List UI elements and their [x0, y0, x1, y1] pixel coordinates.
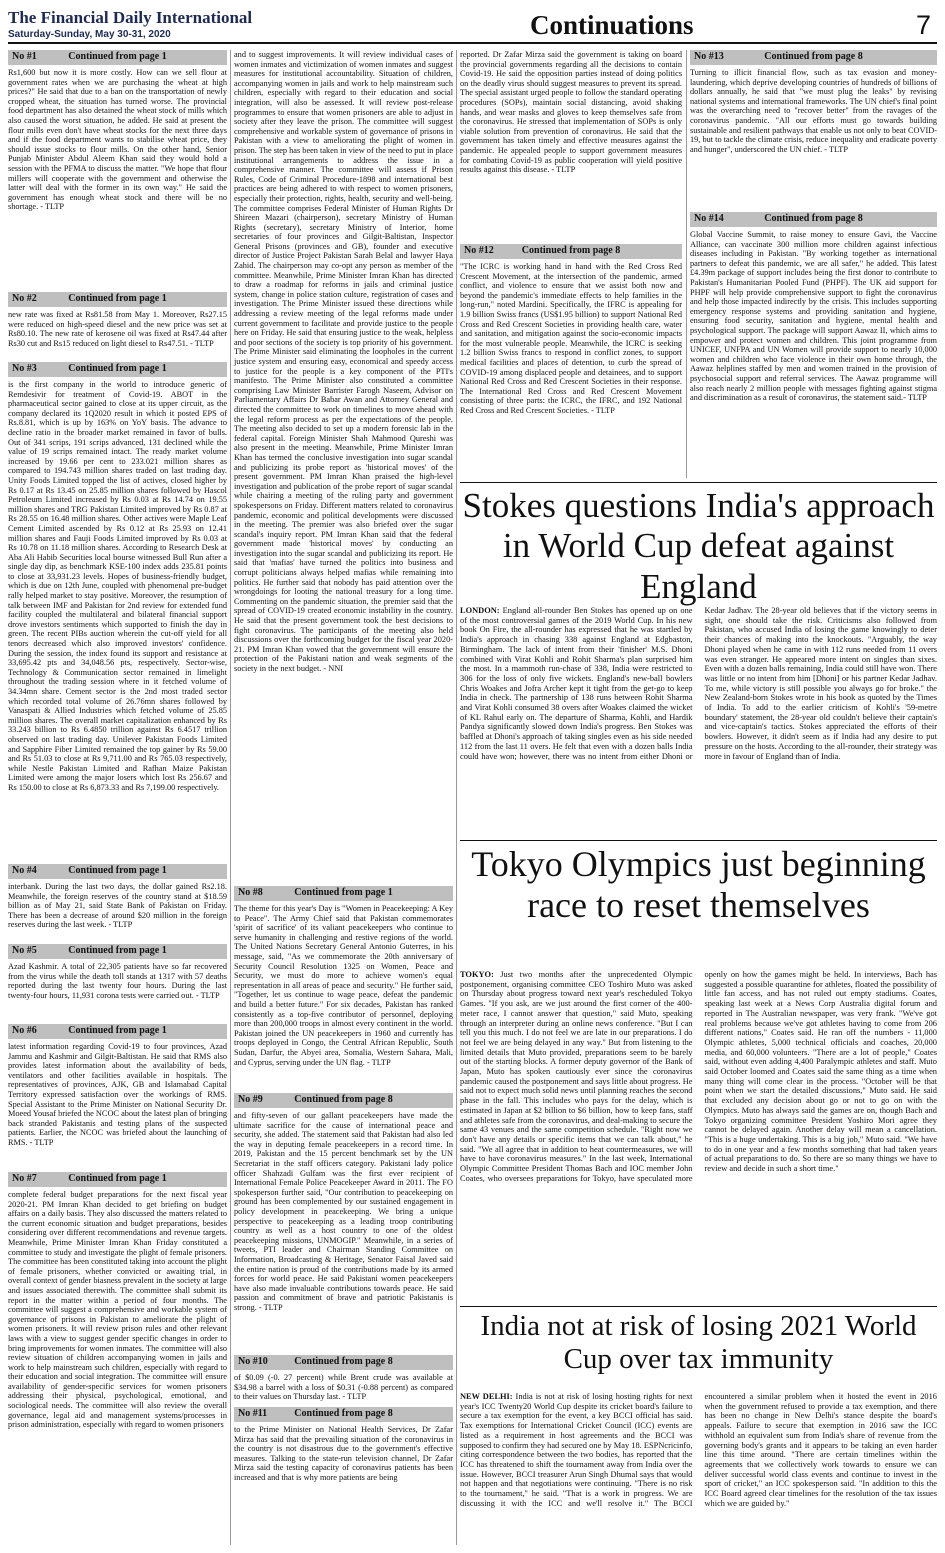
continuation-8	[234, 886, 453, 1089]
cont-number: No #3	[12, 363, 37, 374]
cont-bar	[460, 244, 682, 259]
tokyo-headline: Tokyo Olympics just beginning race to reset themselves	[471, 844, 926, 926]
continuation-2	[8, 292, 227, 358]
cont-bar	[8, 1172, 227, 1187]
cont-number: No #13	[694, 51, 724, 62]
cont-bar	[234, 1407, 453, 1422]
cont-bar	[8, 944, 227, 959]
column-divider	[456, 50, 457, 1545]
stokes-dateline: LONDON:	[460, 606, 500, 615]
story-rule	[460, 1306, 937, 1307]
india-text: India is not at risk of losing hosting rights for next year's ICC Twenty20 World Cup despite its cricket board's failure to secure a tax exemption for the event, a key BCCI official has said. Tax exemptions for International Cricket Council (ICC) events are listed as a requirement in host agreements and the BCCI was supposed to confirm they had secured one by May 18. ESPNcricinfo, citing correspondence between the two bodies, has reported that the ICC has threatened to shift the tournament away from India over the issue. However, BCCI treasurer Arun Singh Dhumal says that would not happen and that negotiations were continuing. "There is no risk to the tournament," he said. "That is a work in progress. We are discussing it with the ICC and we'll resolve it." The BCCI encountered a similar problem when it hosted the event in 2016 when the government refused to provide a tax exemption, and there has been no change in New Delhi's stance despite the board's appeals. Failure to secure that exemption in 2016 saw the ICC withhold an equivalent sum from India's share of revenue from the governing body's grants and it appears to be taking an even harder line this time around. "There are certain timelines within the agreements that we collectively work towards to ensure we can deliver successful world class events and continue to invest in the sport of cricket," an ICC spokesperson said. "In addition to this the ICC Board agreed clear timelines for the resolution of the tax issues which we are guided by."	[460, 1392, 937, 1508]
issue-date: Saturday-Sunday, May 30-31, 2020	[8, 29, 171, 40]
cont-text: Turning to illicit financial flow, such as tax evasion and money-laundering, which deprive developing countries of hundreds of billions of dollars annually, he said that "we must plug the leaks" by revising national systems and international frameworks. The UN chief's final point was the overarching need to "recover better" from the ravages of the coronavirus pandemic. "All our efforts must go towards building sustainable and resilient pathways that enable us not only to beat COVID-19, but to tackle the climate crisis, reduce inequality and eradicate poverty and hunger", underscored the UN chief. - TLTP	[690, 68, 937, 154]
cont-7-continued-text: and to suggest improvements. It will review individual cases of women inmates and victimization of women inmates and suggest measures for institutional accountability. Situation of children, accompanying women in jails and work to help mainstream such children, especially with regard to their education and social integration, will also be assessed. It will review post-release programmes to ensure that women prisoners are able to adjust in society after they leave the prison. The committee will suggest comprehensive and workable system of governance of prisons in Pakistan with a view to ameliorating the plight of women in prison. The step has been taken in view of the need to put in place institutional arrangements to address the issue in a comprehensive manner. The committee will assess if Prison Rules, Code of Criminal Procedure-1898 and international best practices are being adhered to with respect to women prisoners, especially their protection, rights, health, security and well-being. The committee comprises Federal Minister of Human Rights Dr Shireen Mazari (chairperson), secretary Ministry of Human Rights (secretary), secretary Ministry of Interior, home secretaries of four provinces and Gilgit-Baltistan, Inspector General Prisons (provinces and GB), founder and executive director of Justice Project Pakistan Sarah Belal and lawyer Haya Zahid. The chairperson may co-opt any person as member of the committee. Meanwhile, Prime Minister Imran Khan has directed to draw a roadmap for reforms in jails and criminal justice system, change in police station culture, registration of cases and investigation. The Prime Minister issued these directions while addressing a review meeting of the legal reforms made under current government to facilitate and provide justice to the people here on Friday. He said that ensuring justice to the weak, helpless and poor sections of the society is top priority of his government. The Prime Minister said eliminating the loopholes in the current justice system and ensuring easy, economical and speedy access to justice for the people is a key component of the PTI's manifesto. The Prime Minister also constituted a committee comprising Law Minister Barrister Farogh Naseem, Advisor on Parliamentary Affairs Dr Babar Awan and Attorney General and directed the committee to work on timelines to move ahead with the legal reform process as per the expectations of the people. The meeting also decided to set up a modern forensic lab in the federal capital. Foreign Minister Shah Mahmood Qureshi was also present in the meeting. Meanwhile, Prime Minister Imran Khan has termed the conclusive investigation into sugar scandal and publicizing its probe report as 'historical moves' of the present government. PM Imran Khan praised the high-level investigation and publication of the probe report of sugar scandal while chairing a meeting of the ruling party and government spokespersons on Friday. Different matters related to coronavirus pandemic, economic and political developments were discussed in the meeting. The premier was also briefed over the sugar scandal's inquiry report. PM Imran Khan said that the federal government made 'historical moves' by conducting an investigation into the sugar scandal and publicizing its report. He said that 'mafias' have turned the politics into business and corrupt politicians always helped mafias while remaining into politics. He further said that nobody has paid attention over the wrongdoings for looting the national treasury for a long time. Commenting on the pandemic situation, the premier said that the spread of COVID-19 created economic instability in the country. He said that the present government took the best decisions to fight coronavirus. The participants of the meeting also held discussions over the forthcoming budget for the fiscal year 2020-21. PM Imran Khan vowed that the government will ensure the protection of the Pakistani nation and weak segments of the society in the next budget. - NNI	[234, 50, 453, 673]
cont-bar	[8, 1024, 227, 1039]
cont-label: Continued from page 8	[764, 51, 863, 62]
cont-number: No #11	[238, 1408, 268, 1419]
india-body	[460, 1392, 937, 1508]
cont-bar	[8, 292, 227, 307]
stokes-headline: Stokes questions India's approach in World Cup defeat against England	[462, 486, 935, 606]
cont-bar	[234, 1355, 453, 1370]
cont-text: latest information regarding Covid-19 to four provinces, Azad Jammu and Kashmir and Gilgit-Baltistan. He said that RMS also provides latest information about the availability of beds, ventilators and other facilities available in hospitals. The representatives of provinces, AJK, GB and Islamabad Capital Territory expressed satisfaction over the workings of RMS. Special Assistant to the Prime Minister on National Security Dr. Moeed Yousaf briefed the NCOC about the latest plan of bringing back stranded Pakistanis and testing plans of the suspected patients. Earlier, the NCOC was briefed about the launching of RMS. - TLTP	[8, 1042, 227, 1147]
continuation-13	[690, 50, 937, 208]
cont-text: Global Vaccine Summit, to raise money to ensure Gavi, the Vaccine Alliance, can vaccinate 300 million more children against infectious diseases including in Pakistan. "By working together as international partners to defeat this pandemic, we are all safer," he added. This latest £4.39m package of support includes being the first donor to contribute to Pakistan's Humanitarian Pooled Fund (PHPF). The UK aid support for PHPF will help provide comprehensive support to fight the coronavirus and help those impacted indirectly by the crisis. This includes supporting emergency response systems and providing sanitation and hygiene, ensuring food security, sanitation and hygiene, mental health and psychological support. The package will support Aawaz II, which aims to empower and protect women and children. This joint programme from UNICEF, UNFPA and UN Women will provide support to nearly 10,000 women and children who face violence in their own home through, the Aawaz helplines staffed by men and women trained in the provision of psychosocial support and referral services. The Aawaz programme will also reach nearly 2 million people with messages fighting against stigma and discrimination as a result of coronavirus, the statement said.- TLTP	[690, 230, 937, 403]
cont-label: Continued from page 8	[294, 1356, 393, 1367]
cont-text: Azad Kashmir. A total of 22,305 patients have so far recovered from the virus while the death toll stands at 1317 with 57 deaths reported during the last twenty four hours. During the last twenty-four hours, 11,931 corona tests were carried out. - TLTP	[8, 962, 227, 1000]
masthead-rule	[8, 42, 937, 44]
india-headline: India not at risk of losing 2021 World Cup over tax immunity	[480, 1310, 917, 1376]
story-rule	[460, 840, 937, 841]
cont-text: new rate was fixed at Rs81.58 from May 1. Moreover, Rs27.15 were reduced on high-speed diesel and the new price was set at Rs80.10. The new rate of kerosene oil was fixed at Rs47.44 after Rs30 cut and Rs15 reduced on light diesel to Rs47.51. - TLTP	[8, 310, 227, 348]
newspaper-name: The Financial Daily International	[8, 8, 253, 27]
column-4-top	[690, 50, 937, 478]
cont-number: No #9	[238, 1094, 263, 1105]
masthead	[8, 8, 253, 41]
section-title: Continuations	[530, 10, 694, 40]
cont-bar	[234, 886, 453, 901]
cont-number: No #14	[694, 213, 724, 224]
cont-label: Continued from page 1	[68, 945, 167, 956]
continuation-12	[460, 244, 682, 472]
cont-text: is the first company in the world to introduce generic of Remdesivir for treatment of Covid-19. ABOT in the pharmaceutical sector gained to close at its upper circuit, as the company declared its 1Q2020 result in which it posted EPS of Rs.8.81, which is up by 163% on YoY basis. The advance to decline ratio in the broader market remained in favor of bulls. Out of 341 scrips, 191 scrips advanced, 131 declined while the value of 19 scrips remained intact. The ready market volume increased by 19.66 per cent to 233.021 million shares as compared to 194.743 million shares traded on last trading day. Unity Foods Limited topped the list of actives, closed higher by Rs 0.17 at Rs 13.45 on 25.85 million shares followed by Hascol Petroleum Limited increased by Rs 0.03 at Rs 14.74 on 19.55 million shares and TRG Pakistan Limited improved by Rs 0.87 at Rs 28.55 on 16.48 million shares. Other actives were Maple Leaf Cement Limited ascended by Rs 0.12 at Rs 25.93 on 12.41 million shares and Fauji Foods Limited improved by Rs 0.03 at Rs 10.78 on 11.18 million shares. According to Research Desk at Aba Ali Habib Securities local bourse witnessed Bull Run after a single day dip, as benchmark KSE-100 index adds 235.81 points to close at 33,931.23 levels. Hopes of business-friendly budget, which is due on 12th June, coupled with phenomenal pre-budget rally helped market to stay positive. Moreover, the resumption of talk between IMF and Pakistan for 2nd review for extended fund facility coupled the multilateral and bilateral financial support drove investors sentiments which supported to finish the day in green. The recent PIBs auction wherein the cut-off yield for all tenors decreased which also improved investors' confidence. During the session, the index found its support and resistance at 33,695.42 pts and 34,048.56 pts, respectively. Sector-wise, Technology & Communication sector remained in limelight throughout the trading session where in it fetched volume of 34.34mn share. Cement sector is the 2nd most traded sector which recorded total volume of 26.76mn shares followed by Vanaspati & Allied Industries which fetched volume of 25.85 million shares. The overall market capitalization enhanced by Rs 33.243 billion to Rs 6.4850 trillion against Rs 6.4517 trillion observed on last trading day. Unilever Pakistan Foods Limited and Sapphire Fiber Limited remained the top gainer by Rs 59.00 and Rs 51.03 to close at Rs 9,711.00 and Rs 765.03 respectively, while Nestle Pakistan Limited and Rafhan Maize Pakistan Limited were among the major losers which lost Rs 256.67 and Rs 150.00 to close at Rs 6,873.33 and Rs 7,199.00 respectively.	[8, 380, 227, 792]
tokyo-text: Just two months after the unprecedented Olympic postponement, organising committee CEO Toshiro Muto was asked on Thursday about progress toward next year's rescheduled Tokyo Games. "If you ask, are we just around the first corner of the 400-meter race, I cannot answer that question," said Muto, speaking through an interpreter during an online news conference. "But I can tell you this much. I do not feel we are late in our preparations. I do not feel we are being delayed in any way." But from listening to the limited details that Muto provided, preparations seem to be barely out of the starting blocks. A former deputy governor of the Bank of Japan, Muto has spoken cautiously ever since the coronavirus pandemic caused the postponement and says little about progress. He said not to expect much solid news until planning reaches the second phase in the fall. This includes who pays for the delay, which is estimated in Japan at $2 billion to $6 billion, how to keep fans, staff and athletes safe from the coronavirus, and deal-making to secure the same 43 venues and the same competition schedule. "Right now we don't have any details or specific items that we can talk about," he said. "We all agree that in addition to heat countermeasures, we will have to have coronavirus measures." In the last week, International Olympic Committee President Thomas Bach and IOC member John Coates, who oversees preparations for Tokyo, have speculated more openly on how the games might be held. In interviews, Bach has suggested a possible quarantine for athletes, floated the possibility of little fan access, and has not ruled out empty stadiums. Coates, speaking last week at a News Corp Australia digital forum and reported in The Australian newspaper, was very frank. "We've got real problems because we've got athletes having to come from 206 different nations," Coates said. He ran off the numbers - 11,000 Olympic athletes, 5,000 technical officials and coaches, 20,000 media, and 60,000 volunteers. "There are a lot of people," Coates said, without even adding 4,400 Paralympic athletes and staff. Muto said October loomed and Coates said the same thing as a time when many thing will come clear in the process. "October will be that point when we start the detailed discussions," Muto said. He said that excluded any decision about go or not to go on with the Olympics. Muto has always said the games are on, though Bach and Tokyo organizing committee President Yoshiro Mori agree they cannot be delayed again. Another delay will mean a cancellation. "This is a huge undertaking. This is a big job," Muto said. "We have to do in one year and a few months something that had taken years of actual preparations to do. So there are so many things we have to review and decide in such a short time."	[460, 970, 937, 1183]
continuation-1	[8, 50, 227, 288]
stokes-body	[460, 606, 937, 761]
cont-bar	[690, 212, 937, 227]
continuation-10	[234, 1355, 453, 1403]
continuation-5	[8, 944, 227, 1020]
india-dateline: NEW DELHI:	[460, 1392, 513, 1401]
cont-bar	[690, 50, 937, 65]
tokyo-body	[460, 970, 937, 1183]
cont-text: of $0.09 (-0. 27 percent) while Brent crude was available at $34.98 a barrel with a loss of $0.31 (-0.88 percent) as compared to their values on Thursday last. - TLTP	[234, 1373, 453, 1402]
cont-label: Continued from page 1	[68, 293, 167, 304]
column-2	[234, 50, 453, 1545]
story-rule	[460, 482, 937, 483]
cont-text: to the Prime Minister on National Health Services, Dr Zafar Mirza has said that the prevailing situation of the coronavirus in the country is not disastrous due to the government's effective measures. Talking to the state-run television channel, Dr Zafar Mirza said the testing capacity of coronavirus patients has been increased and that is why more patients are being	[234, 1425, 453, 1482]
india-story	[460, 1392, 937, 1545]
cont-bar	[8, 362, 227, 377]
cont-label: Continued from page 1	[294, 887, 393, 898]
cont-number: No #4	[12, 865, 37, 876]
cont-label: Continued from page 1	[68, 865, 167, 876]
continuation-7	[8, 1172, 227, 1490]
tokyo-dateline: TOKYO:	[460, 970, 494, 979]
cont-number: No #12	[464, 245, 494, 256]
cont-bar	[234, 1093, 453, 1108]
continuation-11	[234, 1407, 453, 1485]
continuation-9	[234, 1093, 453, 1351]
column-1	[8, 50, 227, 1545]
cont-number: No #6	[12, 1025, 37, 1036]
cont-text: complete federal budget preparations for the next fiscal year 2020-21. PM Imran Khan decided to get briefing on budget affairs on a daily basis. They also discussed the matters related to the current economic situation and budget preparations, besides considering over different recommendations and revenue targets. Meanwhile, Prime Minister Imran Khan Friday constituted a committee to study and investigate the plight of female prisoners. The committee has been constituted taking into account the plight of female prisoners, whether convicted or awaiting trial, in overall context of gender biasness prevalent in the society at large and issues associated therewith. The committee shall submit its report in the matter within a period of four months. The committee will suggest a comprehensive and workable system of governance of prisons in Pakistan to ameliorate the plight of women prisoners. It will review prison rules and other relevant laws with a view to suggest gender specific changes in order to bring improvements for women inmates. The committee will also review situation of children accompanying women in jails and work to help mainstream such children, especially with regard to their education and social integration. The committee will ensure availability of gender-specific services for women prisoners addressing their physical, psychological, emotional, and sociological needs. The committee will also review the overall governance, legal aid and management systems/processes in prison administration, especially with regard to women prisoners	[8, 1190, 227, 1430]
cont-number: No #8	[238, 887, 263, 898]
tokyo-story	[460, 970, 937, 1300]
cont-label: Continued from page 1	[68, 363, 167, 374]
cont-bar	[8, 864, 227, 879]
cont-label: Continued from page 8	[294, 1094, 393, 1105]
column-divider	[230, 50, 231, 1545]
column-3-top	[460, 50, 682, 478]
column-divider	[686, 50, 687, 478]
cont-text: "The ICRC is working hand in hand with the Red Cross Red Crescent Movement, at the intersection of the pandemic, armed conflict, and violence to ensure that we assist both now and beyond the pandemic's immediate effects to help families in the long-run," noted Mardini. Specifically, the IFRC is appealing for 1.9 billion Swiss francs (US$1.95 billion) to support National Red Cross and Red Crescent Societies in providing health care, water and sanitation, and mitigation against the socio-economic impacts for the most vulnerable people. Meanwhile, the ICRC is seeking 1.2 billion Swiss francs to respond in conflict zones, to support medical facilities and places of detention, to curb the spread of COVID-19 among displaced people and detainees, and to support National Red Cross and Red Crescent Societies in their response. The International Red Cross and Red Crescent Movement consisting of three parts: the ICRC, the IFRC, and 192 National Red Cross and Red Crescent Societies. - TLTP	[460, 262, 682, 415]
continuation-14	[690, 212, 937, 475]
cont-number: No #10	[238, 1356, 268, 1367]
cont-label: Continued from page 1	[68, 51, 167, 62]
cont-text: interbank. During the last two days, the dollar gained Rs2.18. Meanwhile, the foreign reserves of the country stand at $18.59 billion as of May 21, said State Bank of Pakistan on Friday. There has been a decrease of around $20 million in the foreign reserves during the last week. - TLTP	[8, 882, 227, 930]
cont-label: Continued from page 8	[764, 213, 863, 224]
cont-label: Continued from page 8	[521, 245, 621, 256]
cont-11-continued-text: reported. Dr Zafar Mirza said the government is taking on board the provincial governments regarding all the decisions to contain Covid-19. He said the opposition parties instead of doing politics on the deadly virus should suggest measures to prevent its spread. The special assistant urged people to follow the standard operating procedures (SOPs), maintain social distancing, avoid shaking hands, and wear masks and gloves to keep themselves safe from the coronavirus. He stressed that implementation of SOPs is only viable solution from prevention of coronavirus. He said that the government has taken timely and effective measures against the pandemic. He appealed people to support government measures for combating Covid-19 as public cooperation will yield positive results against this disease. - TLTP	[460, 50, 682, 175]
cont-number: No #7	[12, 1173, 37, 1184]
stokes-story	[460, 606, 937, 834]
cont-text: The theme for this year's Day is "Women in Peacekeeping: A Key to Peace". The Army Chief said that Pakistan commemorates 'spirit of sacrifice' of its valiant peacekeepers who continue to serve humanity in challenging and restive regions of the world. The United Nations Secretary General Antonio Guterres, in his message, said, "As we commemorate the 20th anniversary of Security Council Resolution 1325 on Women, Peace and Security, we must do more to achieve women's equal representation in all areas of peace and security." He further said, "Together, let us continue to wage peace, defeat the pandemic and build a better future." For six decades, Pakistan has ranked consistently as a top-five contributor of personnel, deploying more than 200,000 troops in almost every continent in the world. Pakistan joined the UN peacekeepers in 1960 and currently has troops deployed in Congo, the Central African Republic, South Sudan, Darfur, the Abyei area, Somalia, Western Sahara, Mali, and Cyprus, serving under the UN flag. - TLTP	[234, 904, 453, 1067]
page-number: 7	[915, 10, 931, 40]
stokes-text: England all-rounder Ben Stokes has opened up on one of the most controversial games of the 2019 World Cup. In his new book On Fire, the all-rounder has expressed that he was startled by India's approach in chasing 338 against England at Edgbaston, Birmingham. The lack of intent from their 'finisher' M.S. Dhoni combined with Virat Kohli and Rohit Sharma's plan surprised him the most. In a mammoth run-chase of 338, India were restricted to 306 for the loss of only five wickets. England's new-ball bowlers Chris Woakes and Jofra Archer kept it tight from the get-go to keep India in check. The partnership of 138 runs between Rohit Sharma and Virat Kohli consumed 38 overs after Woakes claimed the wicket of KL Rahul early on. The departure of Sharma, Kohli, and Hardik Pandya significantly slowed down India's progress. Ben Stokes was baffled at Dhoni's approach of taking singles even as his side needed 112 from the last 11 overs. He felt that even with a dozen balls India could have won; however, there was no intent from either Dhoni or Kedar Jadhav. The 28-year old believes that if the victory seems in sight, one should take the risk. Criticisms also followed from Pakistan, who accused India of losing the game knowingly to deter their chances of making into the knockouts. "Arguably, the way Dhoni played when he came in with 112 runs needed from 11 overs was even stranger. He appeared more intent on singles than sixes. Even with a dozen balls remaining, India could still have won. There was little or no intent from him [Dhoni] or his partner Kedar Jadhav. To me, while victory is still possible you always go for broke." the New Zealand-born Stokes wrote in his book as quoted by the Times of India. To add to the earlier criticism of Kohli's '59-metre boundary' statement, the 28-year old couldn't believe their captain's and vice-captain's tactics. Stokes appreciated the efforts of their bowlers. However, it didn't seem as if India had any desire to put pressure on the hosts. According to the all-rounder, their strategy was more in favour of England than of India.	[460, 606, 937, 761]
cont-text: Rs1,600 but now it is more costly. How can we sell flour at government rates when we are purchasing the wheat at high prices?" He said that due to a ban on the transportation of newly cropped wheat, the situation has turned worse. The provincial food department has also detained the wheat stock of mills which also caused the worst situation, he added. He said at present the flour mills even don't have wheat stocks for the next three days and if the food department wants to stabilise wheat price, they should issue stocks to flour mills. On the other hand, Senior Punjab Minister Abdul Aleem Khan said they would hold a session with the PFMA to discuss the matter. "We hope that flour millers will cooperate with the government and otherwise the latter will deal with the former in its own way." He said the government has enough wheat stock and there will be no shortage. - TLTP	[8, 68, 227, 212]
cont-label: Continued from page 1	[68, 1173, 167, 1184]
cont-number: No #1	[12, 51, 37, 62]
cont-bar	[8, 50, 227, 65]
continuation-3	[8, 362, 227, 860]
continuation-6	[8, 1024, 227, 1168]
continuation-4	[8, 864, 227, 940]
cont-number: No #5	[12, 945, 37, 956]
cont-number: No #2	[12, 293, 37, 304]
cont-text: and fifty-seven of our gallant peacekeepers have made the ultimate sacrifice for the cause of international peace and security, she added. The statement said that Pakistan had also led the way in deputing female peacekeepers in a record time. In 2019, Pakistan and the 15 percent benchmark set by the UN Secretariat in the staff officers category. Pakistani lady police officer Shahzadi Gulfam was the first ever recipient of International Female Police Peacekeeper Award in 2011. The FO spokesperson further said, "Our contribution to peacekeeping on ground has been complemented by our sustained engagement in policy development in peacekeeping. We bring a unique perspective to peacekeeping as a leading troop contributing country as well as a host country to one of the oldest peacekeeping missions, UNMOGIP." Meanwhile, in a series of tweets, PTI leader and Chairman Standing Committee on Information, Broadcasting & Heritage, Senator Faisal Javed said the entire nation is proud of the contributions made by its armed forces for world peace. He said Pakistani women peacekeepers have also made invaluable contributions towards peace. He said passion and commitment of brave and patriotic Pakistanis is strong. - TLTP	[234, 1111, 453, 1312]
cont-label: Continued from page 8	[294, 1408, 393, 1419]
cont-label: Continued from page 1	[68, 1025, 167, 1036]
